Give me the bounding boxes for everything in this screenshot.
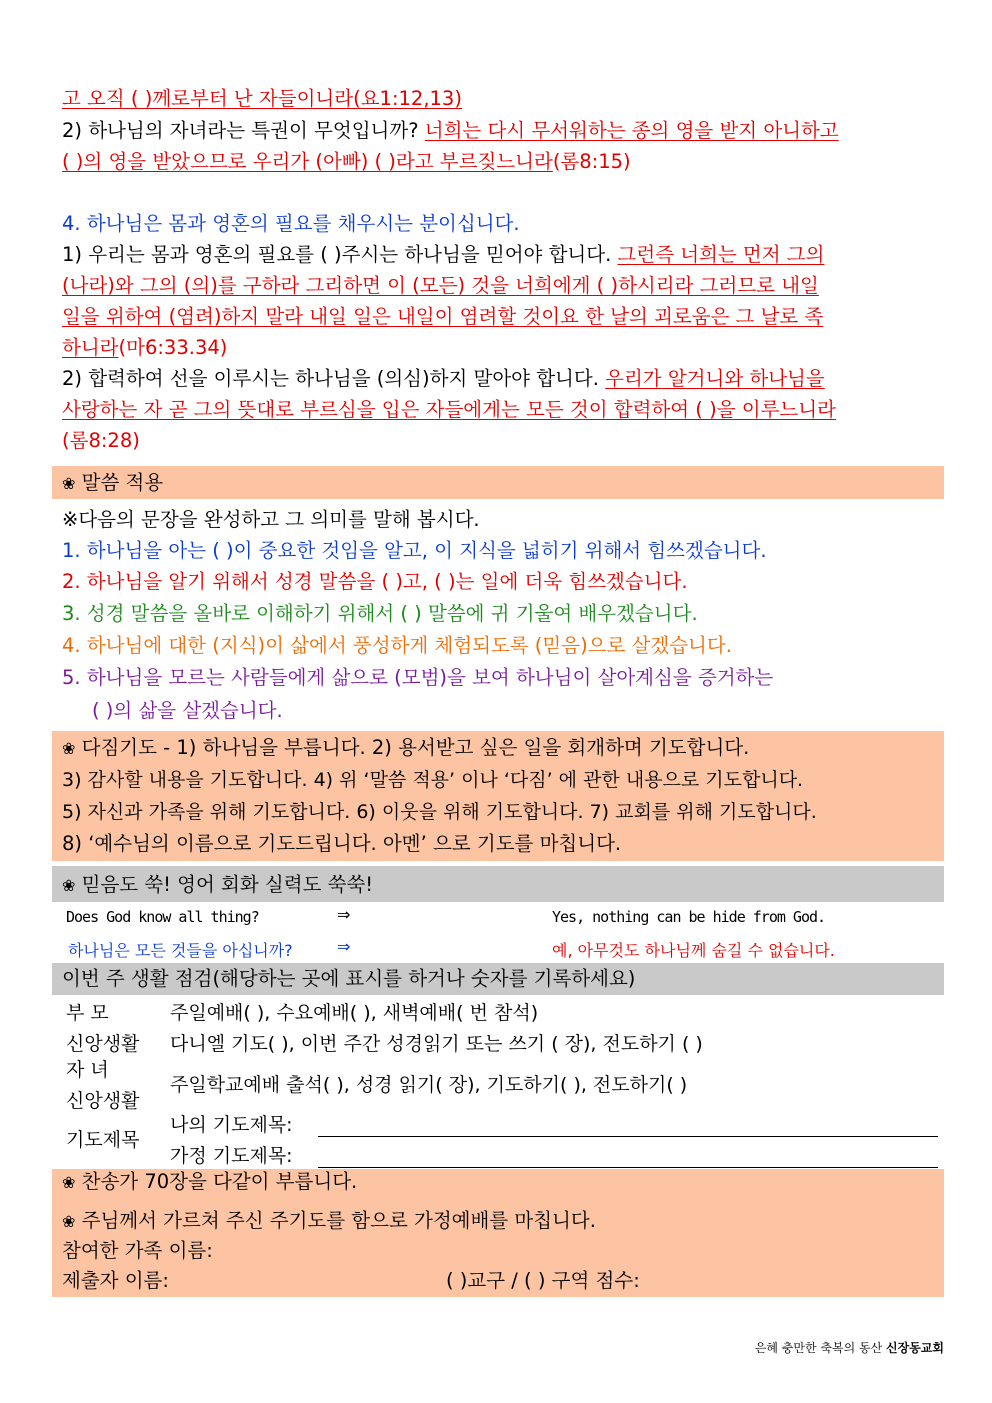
verse-matthew-c: 일을 위하여 (염려)하지 말라 내일 일은 내일이 염려할 것이요 한 날의 괴로움은 그 날로 족	[62, 305, 824, 328]
apply-item-3: 3. 성경 말씀을 올바로 이해하기 위해서 ( ) 말씀에 귀 기울여 배우겠습니다.	[62, 602, 698, 625]
korean-answer: 예, 아무것도 하나님께 숨길 수 없습니다.	[552, 941, 835, 960]
point-2	[62, 364, 825, 394]
child-label-2: 신앙생활	[66, 1090, 140, 1112]
apply-header	[52, 466, 944, 499]
arrow-right-icon: ⇒	[337, 905, 351, 924]
parents-label: 부 모	[66, 1002, 109, 1024]
point-2-text: 2) 합력하여 선을 이루시는 하나님을 (의심)하지 말아야 합니다.	[62, 367, 606, 390]
verse-matthew-d	[62, 333, 227, 363]
korean-question: 하나님은 모든 것들을 아십니까?	[68, 941, 293, 960]
apply-item-4: 4. 하나님에 대한 (지식)이 삶에서 풍성하게 체험되도록 (믿음)으로 살겠습니다.	[62, 634, 732, 657]
verse-ref: (롬8:15)	[552, 150, 631, 173]
family-prayer-label: 가정 기도제목:	[170, 1145, 293, 1167]
verse-line	[62, 147, 631, 177]
prayer-line-1-text: 다짐기도 - 1) 하나님을 부릅니다. 2) 용서받고 싶은 일을 회개하며 기도합니다.	[81, 736, 750, 759]
flower-icon: ❀	[62, 876, 76, 895]
verse-romans-8-28a: 우리가 알거니와 하나님을	[605, 367, 825, 390]
apply-item-2: 2. 하나님을 알기 위해서 성경 말씀을 ( )고, ( )는 일에 더욱 힘쓰겠습니다.	[62, 570, 688, 593]
lord-prayer-line	[62, 1206, 596, 1237]
flower-icon: ❀	[62, 739, 76, 758]
child-row: 주일학교예배 출석( ), 성경 읽기( 장), 기도하기( ), 전도하기( )	[170, 1074, 688, 1096]
footer	[755, 1339, 944, 1356]
verse-matthew-a: 그런즉 너희는 먼저 그의	[617, 243, 825, 266]
verse-romans-8-28b: 사랑하는 자 곧 그의 뜻대로 부르심을 입은 자들에게는 모든 것이 합력하여 ( )을 이루느니라	[62, 398, 836, 421]
question-2	[62, 116, 839, 146]
verse-matthew-b: (나라)와 그의 (의)를 구하라 그리하면 이 (모든) 것을 너희에게 ( )하시리라 그러므로 내일	[62, 274, 819, 297]
english-title-text: 믿음도 쑥! 영어 회화 실력도 쑥쑥!	[81, 873, 374, 896]
point-1-text: 1) 우리는 몸과 영혼의 필요를 ( )주시는 하나님을 믿어야 합니다.	[62, 243, 618, 266]
child-label: 자 녀	[66, 1059, 109, 1081]
family-prayer-line[interactable]	[318, 1167, 938, 1168]
lord-prayer-text: 주님께서 가르쳐 주신 주기도를 함으로 가정예배를 마칩니다.	[81, 1209, 596, 1232]
flower-icon: ❀	[62, 474, 76, 493]
point-1	[62, 240, 824, 270]
hymn-line	[62, 1167, 357, 1198]
parents-row-2: 다니엘 기도( ), 이번 주간 성경읽기 또는 쓰기 ( 장), 전도하기 ( )	[170, 1033, 703, 1055]
flower-icon: ❀	[62, 1173, 76, 1192]
verse-romans-8-15b: ( )의 영을 받았으므로 우리가 (아빠) ( )라고 부르짖느니라	[62, 150, 553, 173]
parents-label-2: 신앙생활	[66, 1033, 140, 1055]
prayer-line-1	[62, 733, 749, 764]
apply-title	[62, 468, 163, 499]
my-prayer-line[interactable]	[318, 1136, 938, 1137]
verse-matthew-ref: (마6:33.34)	[118, 336, 228, 359]
flower-icon: ❀	[62, 1212, 76, 1231]
church-name: 신장동교회	[886, 1341, 944, 1355]
apply-item-1: 1. 하나님을 아는 ( )이 중요한 것임을 알고, 이 지식을 넓히기 위해서 힘쓰겠습니다.	[62, 539, 767, 562]
english-question: Does God know all thing?	[66, 908, 259, 926]
prayer-line-3: 5) 자신과 가족을 위해 기도합니다. 6) 이웃을 위해 기도합니다. 7) 교회를 위해 기도합니다.	[62, 801, 817, 823]
english-answer: Yes, nothing can be hide from God.	[552, 908, 826, 926]
hymn-text: 찬송가 70장을 다같이 부릅니다.	[81, 1170, 358, 1193]
verse-romans-8-15a: 너희는 다시 무서워하는 종의 영을 받지 아니하고	[424, 119, 839, 142]
section-4-heading: 4. 하나님은 몸과 영혼의 필요를 채우시는 분이십니다.	[62, 212, 520, 235]
apply-title-text: 말씀 적용	[81, 471, 164, 494]
question-2-text: 2) 하나님의 자녀라는 특권이 무엇입니까?	[62, 119, 425, 142]
prayer-topic-label: 기도제목	[66, 1129, 140, 1151]
footer-text: 은혜 충만한 축복의 동산	[754, 1341, 887, 1355]
verse-continuation: 고 오직 ( )께로부터 난 자들이니라(요1:12,13)	[62, 87, 462, 110]
prayer-line-4: 8) ‘예수님의 이름으로 기도드립니다. 아멘’ 으로 기도를 마칩니다.	[62, 832, 622, 855]
verse-matthew-end: 하니라	[62, 336, 119, 359]
parents-row-1: 주일예배( ), 수요예배( ), 새벽예배( 번 참석)	[170, 1002, 539, 1024]
arrow-right-icon: ⇒	[337, 937, 351, 956]
family-names-label: 참여한 가족 이름:	[62, 1239, 213, 1262]
my-prayer-label: 나의 기도제목:	[170, 1114, 293, 1136]
apply-intro: ※다음의 문장을 완성하고 그 의미를 말해 봅시다.	[62, 508, 480, 531]
apply-item-5b: ( )의 삶을 살겠습니다.	[92, 699, 283, 722]
apply-item-5a: 5. 하나님을 모르는 사람들에게 삶으로 (모범)을 보여 하나님이 살아계심을 증거하는	[62, 666, 774, 689]
verse-romans-8-28-ref: (롬8:28)	[62, 429, 140, 452]
submitter-label: 제출자 이름:	[62, 1269, 169, 1292]
prayer-line-2: 3) 감사할 내용을 기도합니다. 4) 위 ‘말씀 적용’ 이나 ‘다짐’ 에 관한 내용으로 기도합니다.	[62, 769, 804, 791]
district-score: ( )교구 / ( ) 구역 점수:	[446, 1269, 640, 1292]
english-title	[62, 870, 373, 901]
check-title: 이번 주 생활 점검(해당하는 곳에 표시를 하거나 숫자를 기록하세요)	[62, 967, 636, 990]
